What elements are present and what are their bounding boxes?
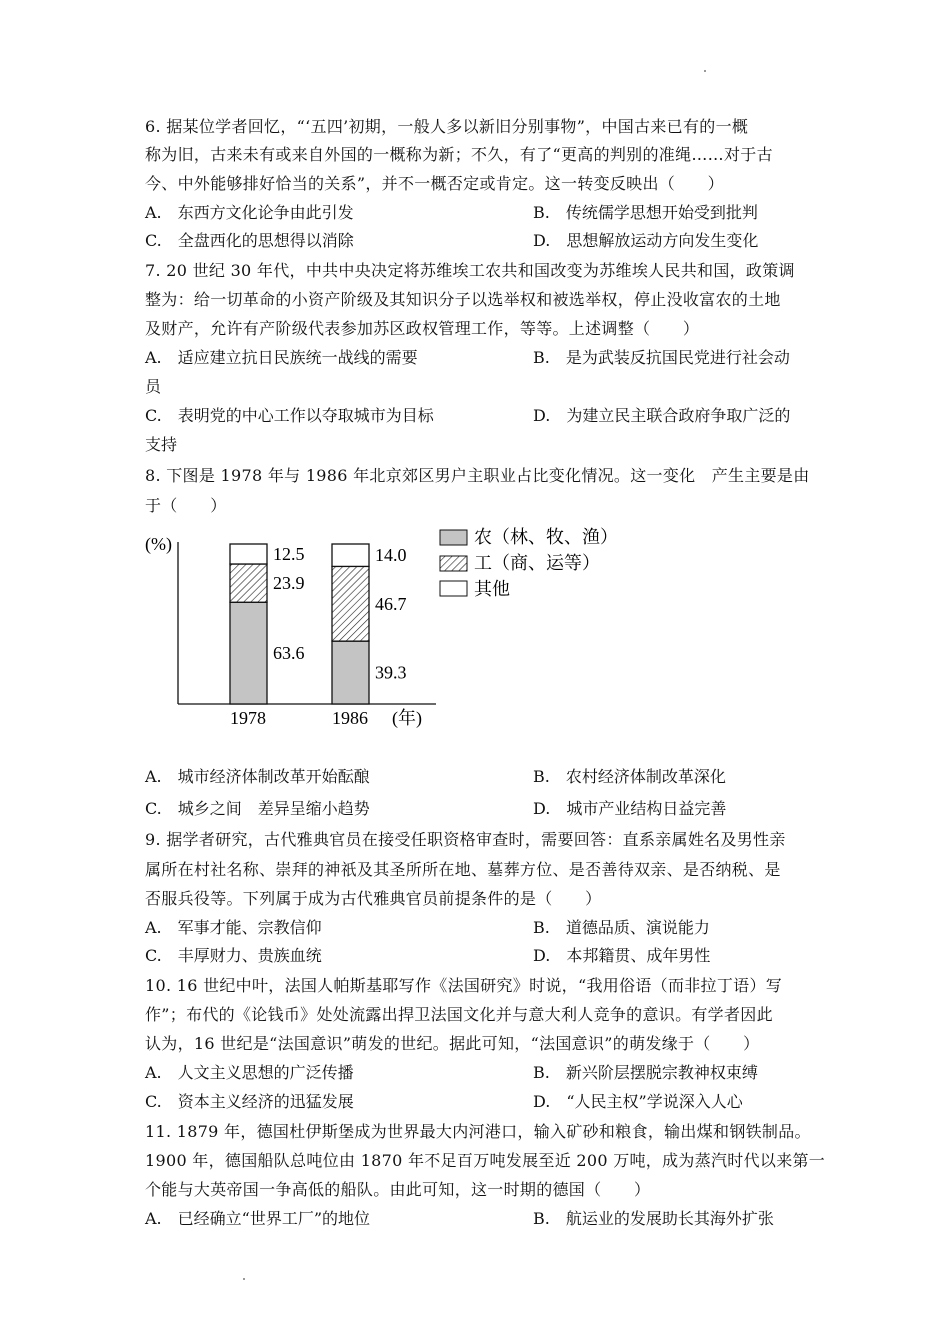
q11-option-a: A. 已经确立“世界工厂”的地位 (145, 1209, 371, 1228)
q6-option-c: C. 全盘西化的思想得以消除 (145, 231, 354, 250)
q9-option-b: B. 道德品质、演说能力 (533, 918, 710, 937)
bar-1986-agriculture (332, 641, 369, 704)
bar-1986-other (332, 544, 369, 566)
q9-line-2: 属所在村社名称、崇拜的神祇及其圣所所在地、墓葬方位、是否善待双亲、是否纳税、是 (145, 860, 781, 879)
q8-option-c: C. 城乡之间 差异呈缩小趋势 (145, 799, 370, 818)
value-label-1986-industry: 46.7 (375, 593, 407, 614)
q10-option-b: B. 新兴阶层摆脱宗教神权束缚 (533, 1063, 758, 1082)
q7-option-b: B. 是为武装反抗国民党进行社会动 (533, 348, 790, 367)
bar-1978-agriculture (230, 602, 267, 704)
q8-option-b: B. 农村经济体制改革深化 (533, 767, 726, 786)
bar-1986-industry (332, 566, 369, 641)
q7-option-b-wrap: 员 (145, 377, 162, 396)
decorative-dot (243, 1278, 245, 1280)
q9-line-3: 否服兵役等。下列属于成为古代雅典官员前提条件的是（ ） (145, 889, 602, 908)
q8-line-2: 于（ ） (145, 496, 227, 515)
y-axis-label: (%) (145, 534, 172, 554)
q9-line-1: 9. 据学者研究，古代雅典官员在接受任职资格审查时，需要回答：直系亲属姓名及男性亲 (145, 830, 786, 849)
value-label-1978-industry: 23.9 (273, 573, 305, 594)
q10-option-c: C. 资本主义经济的迅猛发展 (145, 1092, 354, 1111)
q7-option-d: D. 为建立民主联合政府争取广泛的 (533, 406, 791, 425)
legend-swatch-other (440, 581, 467, 596)
q11-line-2: 1900 年，德国船队总吨位由 1870 年不足百万吨发展至近 200 万吨，成为蒸汽时代以来第一 (145, 1151, 826, 1170)
q6-line-2: 称为旧，古来未有或来自外国的一概称为新；不久，有了“更高的判别的准绳……对于古 (145, 145, 773, 164)
q7-line-2: 整为：给一切革命的小资产阶级及其知识分子以选举权和被选举权，停止没收富农的土地 (145, 290, 781, 309)
q7-option-d-wrap: 支持 (145, 435, 178, 454)
q10-line-2: 作”；布代的《论钱币》处处流露出捍卫法国文化并与意大利人竞争的意识。有学者因此 (145, 1005, 773, 1024)
q6-option-b: B. 传统儒学思想开始受到批判 (533, 203, 758, 222)
value-label-1986-agriculture: 39.3 (375, 662, 407, 683)
stacked-bar-chart (0, 520, 950, 760)
legend-label-industry: 工（商、运等） (474, 553, 600, 573)
q11-line-3: 个能与大英帝国一争高低的船队。由此可知，这一时期的德国（ ） (145, 1180, 651, 1199)
q11-option-b: B. 航运业的发展助长其海外扩张 (533, 1209, 774, 1228)
q9-option-c: C. 丰厚财力、贵族血统 (145, 946, 322, 965)
q10-option-a: A. 人文主义思想的广泛传播 (145, 1063, 354, 1082)
q9-option-d: D. 本邦籍贯、成年男性 (533, 946, 711, 965)
q10-option-d: D. “人民主权”学说深入人心 (533, 1092, 743, 1111)
legend-label-other: 其他 (474, 579, 510, 599)
x-tick-1978: 1978 (230, 708, 266, 728)
legend-swatch-industry (440, 556, 467, 571)
bar-1978-other (230, 544, 267, 564)
q8-option-a: A. 城市经济体制改革开始酝酿 (145, 767, 370, 786)
q7-option-a: A. 适应建立抗日民族统一战线的需要 (145, 348, 418, 367)
decorative-dot (704, 70, 706, 72)
q6-line-1: 6. 据某位学者回忆，“‘五四’初期，一般人多以新旧分别事物”，中国古来已有的一概 (145, 117, 749, 136)
q10-line-3: 认为，16 世纪是“法国意识”萌发的世纪。据此可知，“法国意识”的萌发缘于（ ） (145, 1034, 760, 1053)
q9-option-a: A. 军事才能、宗教信仰 (145, 918, 322, 937)
q8-line-1: 8. 下图是 1978 年与 1986 年北京郊区男户主职业占比变化情况。这一变化 产生主要是由 (145, 466, 810, 485)
q6-line-3: 今、中外能够排好恰当的关系”，并不一概否定或肯定。这一转变反映出（ ） (145, 174, 724, 193)
q8-option-d: D. 城市产业结构日益完善 (533, 799, 727, 818)
q7-line-1: 7. 20 世纪 30 年代，中共中央决定将苏维埃工农共和国改变为苏维埃人民共和国，政策调 (145, 261, 795, 280)
q6-option-d: D. 思想解放运动方向发生变化 (533, 231, 759, 250)
q7-option-c: C. 表明党的中心工作以夺取城市为目标 (145, 406, 434, 425)
q10-line-1: 10. 16 世纪中叶，法国人帕斯基耶写作《法国研究》时说，“我用俗语（而非拉丁语）写 (145, 976, 783, 995)
legend-swatch-agriculture (440, 530, 467, 545)
q7-line-3: 及财产，允许有产阶级代表参加苏区政权管理工作，等等。上述调整（ ） (145, 319, 700, 338)
q11-line-1: 11. 1879 年，德国杜伊斯堡成为世界最大内河港口，输入矿砂和粮食，输出煤和钢铁制品。 (145, 1122, 811, 1141)
value-label-1978-agriculture: 63.6 (273, 643, 305, 664)
x-tick-1986: 1986 (332, 708, 368, 728)
x-axis-label: (年) (392, 708, 422, 728)
q6-option-a: A. 东西方文化论争由此引发 (145, 203, 354, 222)
value-label-1978-other: 12.5 (273, 544, 305, 564)
bar-1978-industry (230, 564, 267, 602)
legend-label-agriculture: 农（林、牧、渔） (474, 527, 618, 547)
value-label-1986-other: 14.0 (375, 545, 407, 566)
